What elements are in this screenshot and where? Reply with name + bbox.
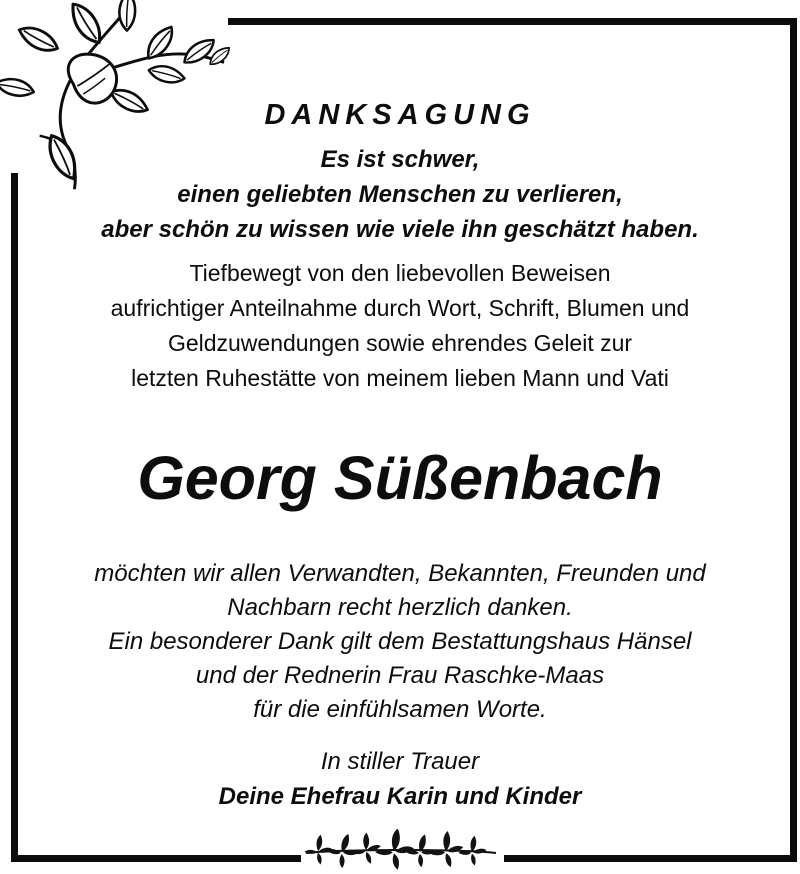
intro-line: einen geliebten Menschen zu verlieren, bbox=[177, 181, 623, 208]
frame-border-bottom-right bbox=[504, 855, 797, 862]
thanks-paragraph bbox=[0, 557, 800, 727]
deceased-name: Georg Süßenbach bbox=[137, 444, 663, 512]
intro-line: aber schön zu wissen wie viele ihn geschätzt haben. bbox=[101, 216, 699, 243]
acknowledgement-line: letzten Ruhestätte von meinem lieben Mann und Vati bbox=[131, 365, 669, 391]
acknowledgement-line: Geldzuwendungen sowie ehrendes Geleit zur bbox=[167, 330, 633, 356]
acknowledgement-line: aufrichtiger Anteilnahme durch Wort, Schrift, Blumen und bbox=[110, 295, 690, 321]
closing-block bbox=[0, 744, 800, 814]
thanks-line: Ein besonderer Dank gilt dem Bestattungshaus Hänsel bbox=[108, 628, 692, 655]
intro-verse bbox=[0, 142, 800, 247]
thanks-line: und der Rednerin Frau Raschke-Maas bbox=[195, 662, 605, 689]
thanks-line: möchten wir allen Verwandten, Bekannten, Freunden und bbox=[94, 560, 706, 587]
closing-line: In stiller Trauer bbox=[320, 748, 480, 775]
thanks-line: für die einfühlsamen Worte. bbox=[253, 696, 547, 723]
floral-garland-icon bbox=[302, 829, 500, 873]
acknowledgement-line: Tiefbewegt von den liebevollen Beweisen bbox=[189, 260, 611, 286]
thanks-line: Nachbarn recht herzlich danken. bbox=[227, 594, 573, 621]
intro-line: Es ist schwer, bbox=[320, 146, 480, 173]
notice-title: DANKSAGUNG bbox=[264, 99, 536, 132]
acknowledgement-paragraph bbox=[0, 256, 800, 396]
signature-line: Deine Ehefrau Karin und Kinder bbox=[218, 783, 582, 810]
frame-border-bottom-left bbox=[11, 855, 301, 862]
frame-border-top bbox=[228, 18, 797, 25]
